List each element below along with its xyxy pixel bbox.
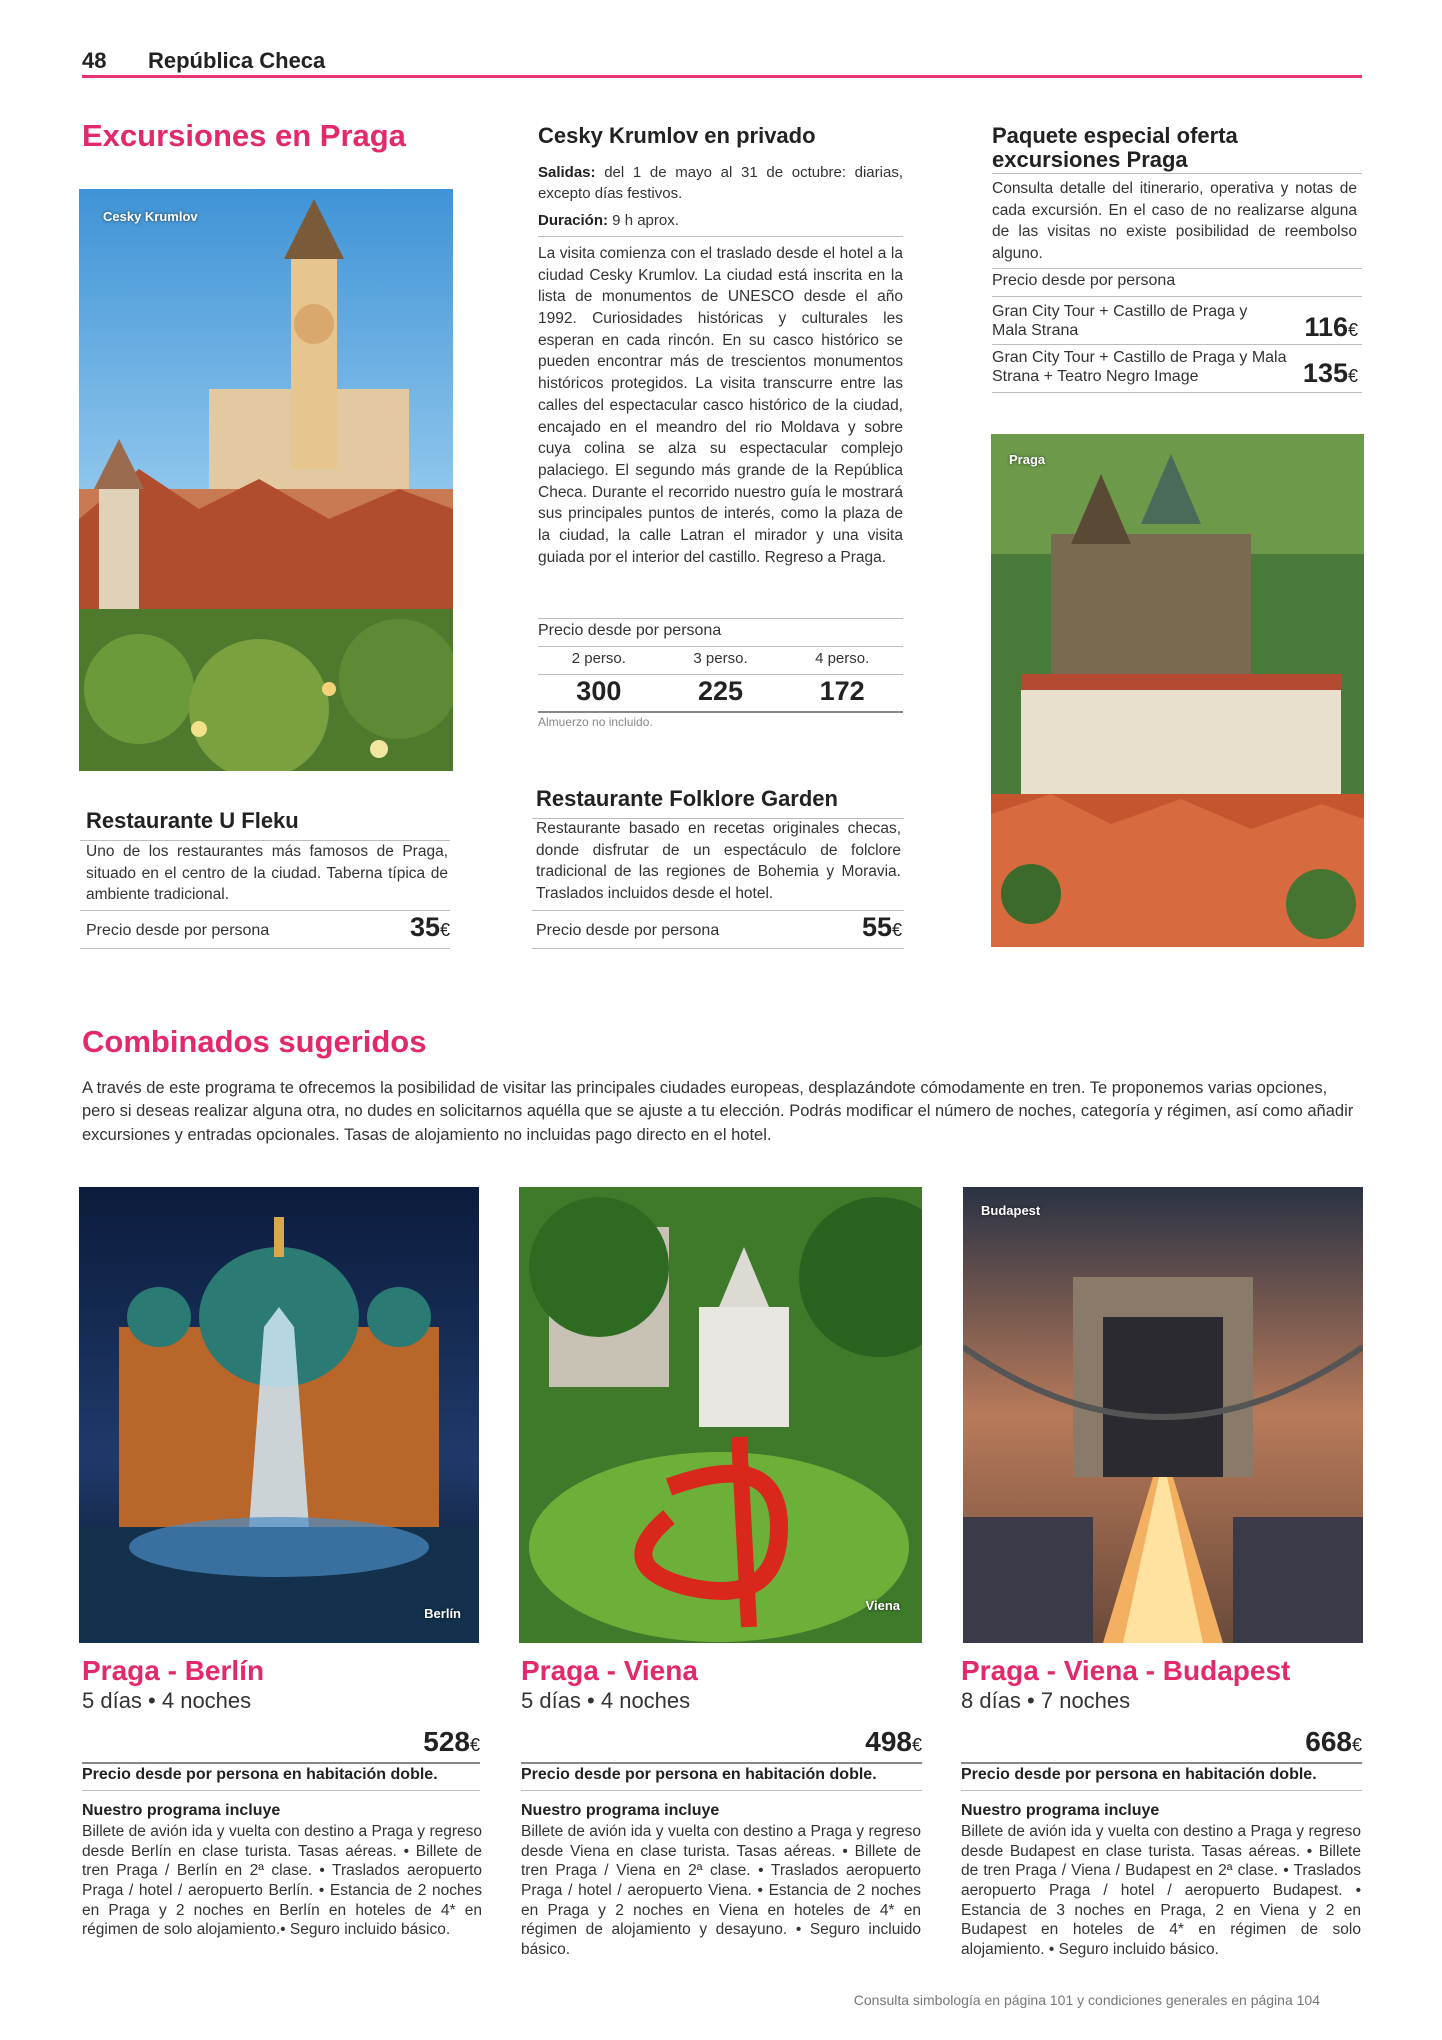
combo-3-duration: 8 días • 7 noches: [961, 1688, 1131, 1713]
combo-3-title: Praga - Viena - Budapest: [961, 1655, 1291, 1686]
package-row-1-name: Gran City Tour + Castillo de Praga y Mala Strana: [992, 303, 1248, 340]
divider: [992, 392, 1362, 393]
folklore-title: Restaurante Folklore Garden: [536, 786, 838, 811]
divider: [992, 173, 1362, 174]
table-head-4: 4 perso.: [815, 650, 870, 667]
page-footer: Consulta simbología en página 101 y condiciones generales en página 104: [853, 1992, 1320, 2008]
divider: [538, 236, 903, 237]
cesky-krumlov-image: [79, 189, 453, 771]
table-head-3: 3 perso.: [693, 650, 748, 667]
folklore-price-label: Precio desde por persona: [536, 922, 720, 939]
departures-value: del 1 de mayo al 31 de octubre: diarias, excepto días festivos.: [538, 164, 903, 203]
departures-label: Salidas:: [538, 164, 596, 181]
table-value-3: 225: [697, 676, 744, 706]
price-value: 668: [1305, 1726, 1352, 1757]
combo-2-includes-label: Nuestro programa incluye: [521, 1802, 720, 1819]
combo-3-includes-label: Nuestro programa incluye: [961, 1802, 1160, 1819]
currency: €: [469, 1735, 480, 1755]
cesky-note: Almuerzo no incluido.: [538, 715, 653, 729]
price-value: 35: [409, 912, 440, 942]
table-value-4: 172: [819, 676, 865, 706]
folklore-description: Restaurante basado en recetas originales checas, donde disfrutar de un espectáculo de folclore tradicional de las regiones de Bohemia y Moravia. Traslados incluidos desde el hotel.: [536, 820, 901, 903]
photo-caption: Viena: [865, 1598, 900, 1613]
combo-2-title: Praga - Viena: [521, 1655, 698, 1686]
divider: [992, 268, 1362, 269]
cesky-price-table-values: [538, 676, 903, 707]
divider: [538, 618, 903, 619]
cesky-price-table-head: [538, 650, 903, 667]
divider: [521, 1762, 922, 1764]
package-description: Consulta detalle del itinerario, operativa y notas de cada excursión. En el caso de no realizarse alguna de las visitas no existe posibilidad de reembolso alguno.: [992, 180, 1357, 263]
price-value: 498: [865, 1726, 912, 1757]
price-value: 55: [861, 912, 892, 942]
currency: €: [911, 1735, 922, 1755]
currency: €: [439, 920, 450, 940]
budapest-image: [963, 1187, 1363, 1643]
combo-1-price-note: Precio desde por persona en habitación doble.: [82, 1766, 438, 1783]
photo-caption: Budapest: [981, 1203, 1041, 1218]
budapest-photo: [963, 1187, 1363, 1643]
cesky-krumlov-photo: [79, 189, 453, 771]
package-row-2-price: [1262, 358, 1358, 389]
cesky-title: Cesky Krumlov en privado: [538, 123, 816, 148]
combo-2-price-note: Precio desde por persona en habitación doble.: [521, 1766, 877, 1783]
currency: €: [1351, 1735, 1362, 1755]
combo-1-includes-label: Nuestro programa incluye: [82, 1802, 281, 1819]
photo-caption: Berlín: [424, 1606, 461, 1621]
divider: [82, 1790, 480, 1791]
fleku-description: Uno de los restaurantes más famosos de Praga, situado en el centro de la ciudad. Taberna típica de ambiente tradicional.: [86, 843, 448, 904]
praga-image: [991, 434, 1364, 947]
combo-3-price-note: Precio desde por persona en habitación doble.: [961, 1766, 1317, 1783]
divider: [82, 1762, 480, 1764]
package-row-2-name: Gran City Tour + Castillo de Praga y Mala Strana + Teatro Negro Image: [992, 349, 1287, 386]
cesky-duration: [538, 210, 903, 231]
divider: [538, 646, 903, 647]
divider: [521, 1790, 922, 1791]
combos-intro: A través de este programa te ofrecemos la posibilidad de visitar las principales ciudades europeas, desplazándote cómodamente en tren. Te proponemos varias opciones, pero si deseas realizar alguna otra, no dudes en solicitarnos aquélla que se ajuste a tu elección. Podrás modificar el número de noches, categoría y régimen, así como añadir excursiones y entradas opcionales. Tasas de alojamiento no incluidas pago directo en el hotel.: [82, 1079, 1354, 1144]
duration-label: Duración:: [538, 212, 609, 229]
cesky-price-label: Precio desde por persona: [538, 622, 722, 639]
cesky-description: La visita comienza con el traslado desde el hotel a la ciudad Cesky Krumlov. La ciudad está inscrita en la lista de monumentos de UNESCO desde el año 1992. Curiosidades históricas y culturales les esperan en cada rincón. En su casco histórico se pueden encontrar más de trescientos monumentos históricos protegidos. La visita transcurre entre las calles del espectacular casco histórico de la ciudad, encajado en el meandro del rio Moldava y sobre cuya colina se alza su espectacular complejo palaciego. El segundo más grande de la República Checa. Durante el recorrido nuestro guía le mostrará sus principales puntos de interés, como la plaza de la ciudad, la calle Latran el mirador y una visita guiada por el interior del castillo. Regreso a Praga.: [538, 245, 903, 566]
berlin-photo: [79, 1187, 479, 1643]
cesky-departures: [538, 162, 903, 205]
table-head-2: 2 perso.: [571, 650, 626, 667]
combo-1-title: Praga - Berlín: [82, 1655, 265, 1686]
price-value: 116: [1304, 312, 1348, 342]
folklore-price: [790, 912, 902, 943]
combo-1-duration: 5 días • 4 noches: [82, 1688, 252, 1713]
package-title: Paquete especial oferta excursiones Praga: [992, 123, 1238, 173]
combo-2-price: [800, 1726, 922, 1758]
price-value: 528: [423, 1726, 470, 1757]
berlin-image: [79, 1187, 479, 1643]
divider: [961, 1790, 1362, 1791]
divider: [992, 296, 1362, 297]
viena-photo: [519, 1187, 922, 1643]
package-price-label: Precio desde por persona: [992, 272, 1176, 289]
divider: [538, 711, 903, 713]
fleku-title: Restaurante U Fleku: [86, 808, 299, 833]
combo-3-includes: Billete de avión ida y vuelta con destino a Praga y regreso desde Budapest en clase turista. Tasas aéreas. • Billete de tren Praga / Viena / Budapest en 2ª clase. • Traslados aeropuerto Praga / hotel / aeropuerto Budapest. • Estancia de 3 noches en Praga, 2 en Viena y 2 en Budapest en hoteles de 4* en régimen de solo alojamiento. • Seguro incluido básico.: [961, 1823, 1361, 1959]
section-title: República Checa: [148, 48, 326, 73]
praga-photo: [991, 434, 1364, 947]
table-value-2: 300: [576, 676, 622, 706]
combo-2-duration: 5 días • 4 noches: [521, 1688, 691, 1713]
duration-value: 9 h aprox.: [608, 212, 679, 229]
divider: [532, 910, 904, 911]
combo-1-price: [360, 1726, 480, 1758]
page-header: [82, 44, 1362, 78]
divider: [532, 948, 904, 949]
currency: €: [1347, 366, 1358, 386]
viena-image: [519, 1187, 922, 1643]
page-number: 48: [82, 48, 107, 73]
combo-1-includes: Billete de avión ida y vuelta con destino a Praga y regreso desde Berlín en clase turista. Tasas aéreas. • Billete de tren Praga / Berlín en 2ª clase. • Traslados aeropuerto Praga / hotel / aeropuerto Berlín. • Estancia de 2 noches en Praga y 2 noches en Berlín en hoteles de 4* en régimen de solo alojamiento.• Seguro incluido básico.: [82, 1823, 482, 1939]
currency: €: [1347, 320, 1358, 340]
fleku-price: [340, 912, 450, 943]
combos-heading: Combinados sugeridos: [82, 1024, 427, 1059]
divider: [80, 948, 450, 949]
photo-caption: Praga: [1009, 452, 1046, 467]
divider: [538, 674, 903, 675]
photo-caption: Cesky Krumlov: [103, 209, 198, 224]
price-value: 135: [1302, 358, 1348, 388]
fleku-price-label: Precio desde por persona: [86, 922, 270, 939]
divider: [80, 910, 450, 911]
currency: €: [891, 920, 902, 940]
excursions-heading: Excursiones en Praga: [82, 118, 406, 153]
divider: [992, 344, 1362, 345]
divider: [961, 1762, 1362, 1764]
combo-2-includes: Billete de avión ida y vuelta con destino a Praga y regreso desde Viena en clase turista. Tasas aéreas. • Billete de tren Praga / Viena en 2ª clase. • Traslados aeropuerto Praga / hotel / aeropuerto Viena. • Estancia de 2 noches en Praga y 2 noches en Viena en hoteles de 4* en régimen de alojamiento y desayuno. • Seguro incluido básico.: [521, 1823, 921, 1959]
package-row-1-price: [1262, 312, 1358, 343]
combo-3-price: [1240, 1726, 1362, 1758]
